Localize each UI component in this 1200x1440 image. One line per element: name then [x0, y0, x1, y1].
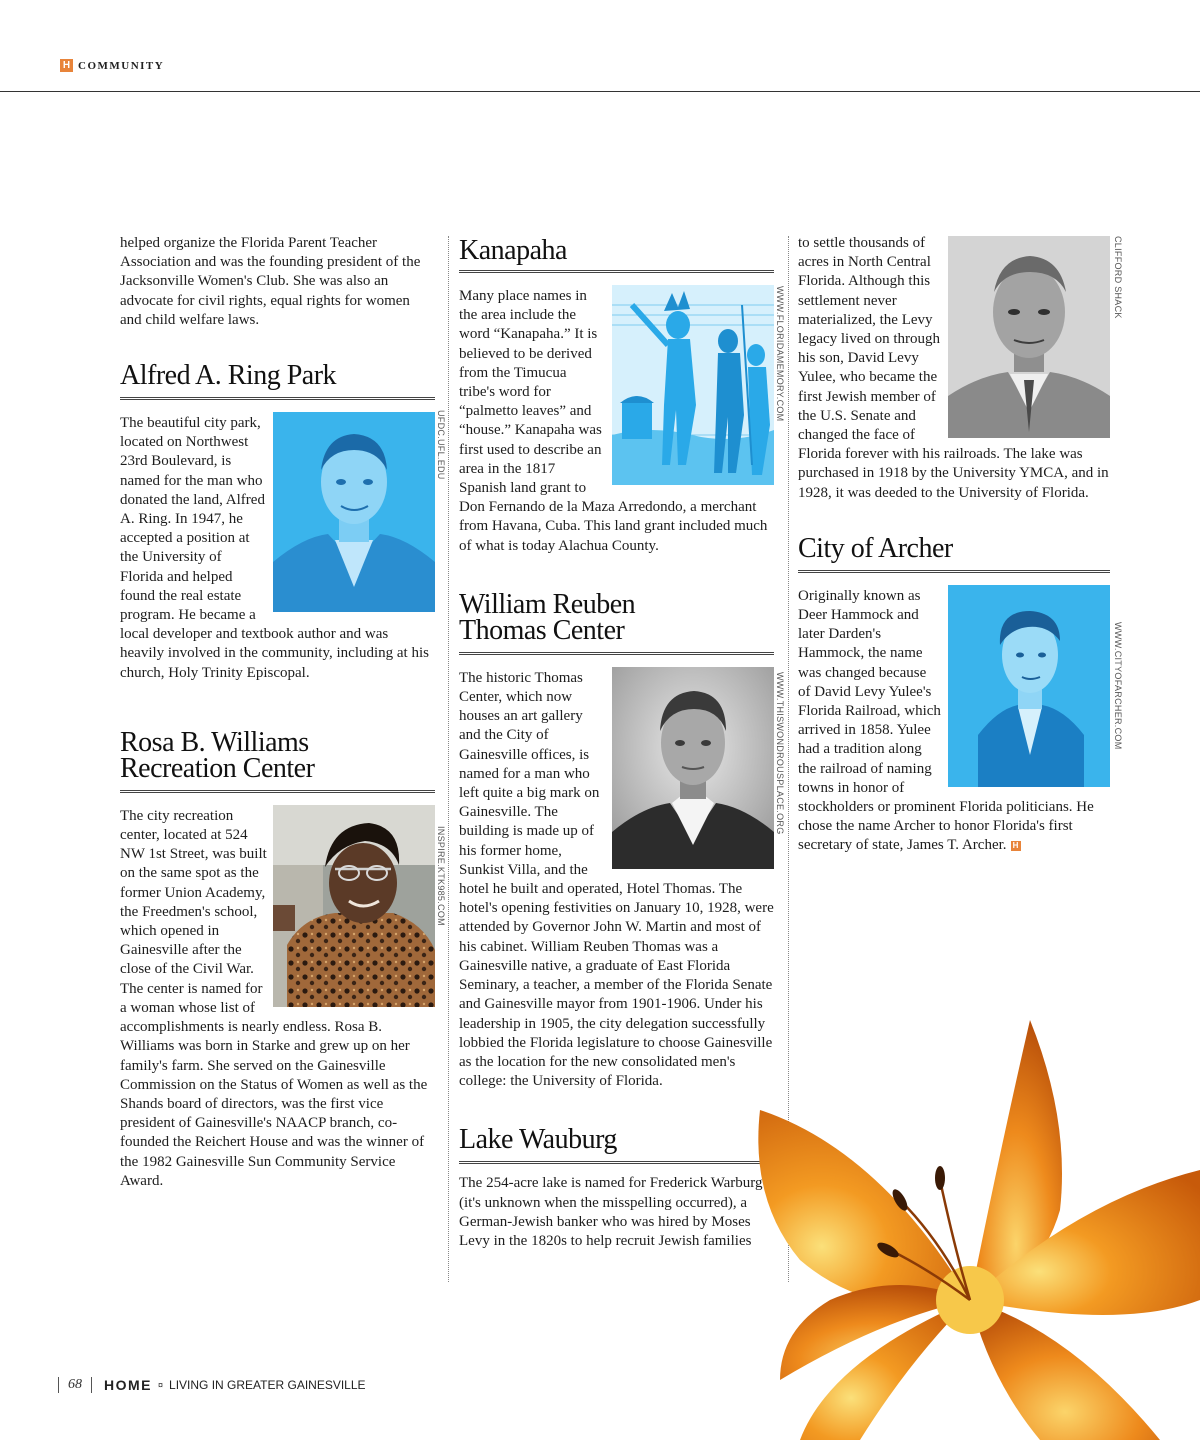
heading-rule [459, 652, 774, 655]
rosa-williams-paragraph: The city recreation center, located at 524 NW 1st Street, was built on the same spot as the former Union Academy, the Freedmen's school, which opened in Gainesville after the close of the Civil War. The center is named for a woman whose list of accomplishments is nearly endless. Rosa B. Williams was born in Starke and grew up on her family's farm. She served on the Gainesville Commission on the Status of Women as well as the Shands board of directors, was the first vice president of Gainesville's NAACP branch, co-founded the Reichert House and was the winner of the 1982 Gainesville Sun Community Service Award. [120, 807, 428, 1189]
divider [91, 1377, 92, 1393]
page-header [0, 0, 1200, 92]
heading-rule [120, 790, 435, 793]
photo-credit: WWW.THISWONDROUSPLACE.ORG [775, 672, 785, 835]
heading-rule [459, 1161, 774, 1164]
photo-credit: WWW.FLORIDAMEMORY.COM [775, 286, 785, 422]
frederick-warburg-photo [948, 236, 1110, 438]
photo-credit: UFDC.UFL.EDU [436, 410, 446, 480]
column-one [120, 234, 446, 1191]
ring-park-paragraph: The beautiful city park, located on Northwest 23rd Boulevard, is named for the man who donated the land, Alfred A. Ring. In 1947, he accepted a position at the University of Florida and helped found the real estate program. He became a local developer and textbook author and was heavily involved in the community, including at his church, Holy Trinity Episcopal. [120, 415, 429, 681]
archer-text: Originally known as Deer Hammock and later Darden's Hammock, the name was changed because of David Levy Yulee's Florida Railroad, which arrived in 1858. Yulee had a tradition along the railroad of naming towns in honor of stockholders or prominent Florida politicians. He chose the name Archer to honor Florida's first secretary of state, James T. Archer. [798, 587, 1094, 854]
photo-credit: WWW.CITYOFARCHER.COM [1113, 622, 1123, 750]
h-logo-icon: H [1011, 841, 1021, 851]
magazine-brand: HOME [104, 1377, 152, 1393]
photo-credit: INSPIRE.KTK985.COM [436, 826, 446, 926]
lake-wauburg-continued: to settle thousands of acres in North Central Florida. Although this settlement never materialized, the Levy legacy lived on through his son, David Levy Yulee, who became the first Jewish member of the U.S. Senate and changed the face of Florida forever with his railroads. The lake was purchased in 1918 by the University YMCA, and in 1928, it was deeded to the University of Florida. [798, 235, 1109, 501]
column-two [459, 234, 785, 1251]
city-of-archer-heading: City of Archer [798, 532, 953, 564]
heading-line: Thomas Center [459, 614, 625, 646]
separator: ¤ [158, 1380, 164, 1390]
james-archer-portrait [948, 585, 1110, 787]
heading-line: Recreation Center [120, 752, 315, 784]
thomas-center-heading [459, 588, 774, 646]
orange-lily-flower [740, 1000, 1200, 1440]
kanapaha-heading: Kanapaha [459, 235, 567, 266]
column-divider [448, 236, 449, 1282]
lake-wauburg-heading: Lake Wauburg [459, 1124, 617, 1156]
timucua-engraving-image [612, 285, 774, 485]
thomas-center-paragraph: The historic Thomas Center, which now houses an art gallery and the City of Gainesville offices, is named for a man who left quite a big mark on Gainesville. The building is made up of his former home, Sunkist Villa, and the hotel he built and operated, Hotel Thomas. The hotel's opening festivities on January 10, 1928, were attended by Governor John W. Martin and most of his cabinet. William Reuben Thomas was a Gainesville native, a graduate of East Florida Seminary, a teacher, a member of the Florida Senate and Gainesville mayor from 1901-1906. Under his leadership in 1905, the city delegation successfully lobbied the Florida legislature to choose Gainesville as the location for the new consolidated men's college: the University of Florida. [459, 669, 774, 1090]
william-thomas-photo [612, 667, 774, 869]
heading-line: William Reuben [459, 588, 636, 620]
rosa-williams-photo [273, 805, 435, 1007]
rosa-williams-heading [120, 726, 435, 784]
heading-rule [798, 570, 1110, 573]
section-label: COMMUNITY [78, 60, 165, 72]
divider [58, 1377, 59, 1393]
intro-paragraph: helped organize the Florida Parent Teacher Association and was the founding president of the Jacksonville Women's Club. She was also an advocate for civil rights, equal rights for women and child welfare laws. [120, 235, 421, 328]
heading-rule [459, 270, 774, 273]
page-number: 68 [68, 1377, 82, 1392]
photo-credit: CLIFFORD SHACK [1113, 236, 1123, 319]
heading-line: Rosa B. Williams [120, 726, 309, 758]
ring-park-heading: Alfred A. Ring Park [120, 360, 337, 392]
column-three [798, 234, 1123, 856]
h-logo-icon: H [60, 59, 73, 72]
heading-rule [120, 397, 435, 400]
lake-wauburg-paragraph: The 254-acre lake is named for Frederick Warburg (it's unknown when the misspelling occurred), a German-Jewish banker who was hired by Moses Levy in the 1820s to help recruit Jewish families [459, 1175, 763, 1249]
kanapaha-paragraph: Many place names in the area include the word “Kanapaha.” It is believed to be derived from the Timucua tribe's word for “palmetto leaves” and “house.” Kanapaha was first used to describe an area in the 1817 Spanish land grant to Don Fernando de la Maza Arredondo, a merchant from Havana, Cuba. This land grant included much of what is today Alachua County. [459, 288, 768, 554]
magazine-tagline: LIVING IN GREATER GAINESVILLE [169, 1378, 366, 1392]
alfred-ring-photo [273, 412, 435, 612]
page-footer [58, 1376, 366, 1394]
